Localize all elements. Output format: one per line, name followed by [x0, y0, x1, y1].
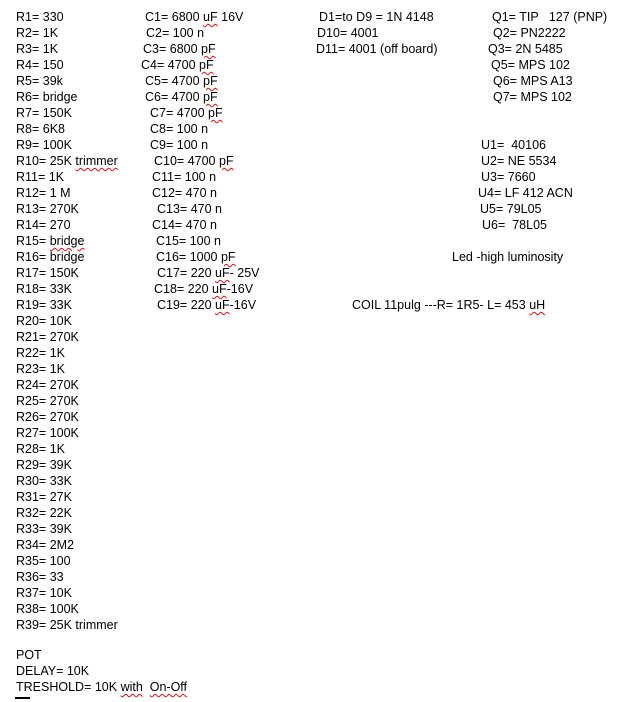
capacitor-c11: C11= 100 n [152, 170, 217, 184]
resistor-r37: R37= 10K [16, 586, 72, 600]
capacitor-c10: C10= 4700 pF [154, 154, 234, 168]
capacitor-c16: C16= 1000 pF [156, 250, 236, 264]
capacitor-c5: C5= 4700 pF [145, 74, 218, 88]
resistor-r17: R17= 150K [16, 266, 79, 280]
resistor-r27: R27= 100K [16, 426, 79, 440]
capacitor-c14: C14= 470 n [152, 218, 217, 232]
resistor-r5: R5= 39k [16, 74, 63, 88]
capacitor-c2: C2= 100 n [146, 26, 205, 40]
resistor-r20: R20= 10K [16, 314, 72, 328]
resistor-r15: R15= bridge [16, 234, 85, 248]
led-note: Led -high luminosity [452, 250, 564, 264]
transistor-3: Q3= 2N 5485 [488, 42, 563, 56]
transistor-6: Q7= MPS 102 [493, 90, 572, 104]
ic-u1: U1= 40106 [481, 138, 546, 152]
resistor-r25: R25= 270K [16, 394, 79, 408]
resistor-r26: R26= 270K [16, 410, 79, 424]
capacitor-c8: C8= 100 n [150, 122, 209, 136]
ic-u5: U5= 79L05 [480, 202, 542, 216]
resistor-r13: R13= 270K [16, 202, 79, 216]
diode-d3: D11= 4001 (off board) [316, 42, 438, 56]
resistor-r7: R7= 150K [16, 106, 72, 120]
resistor-r4: R4= 150 [16, 58, 64, 72]
capacitor-c17: C17= 220 uF- 25V [157, 266, 260, 280]
capacitor-c15: C15= 100 n [156, 234, 221, 248]
diode-d2: D10= 4001 [317, 26, 379, 40]
ic-u2: U2= NE 5534 [481, 154, 557, 168]
resistor-r8: R8= 6K8 [16, 122, 65, 136]
capacitor-c19: C19= 220 uF-16V [157, 298, 257, 312]
capacitor-c6: C6= 4700 pF [145, 90, 218, 104]
transistor-1: Q1= TIP 127 (PNP) [492, 10, 608, 24]
transistor-2: Q2= PN2222 [493, 26, 566, 40]
resistor-r32: R32= 22K [16, 506, 72, 520]
resistor-r3: R3= 1K [16, 42, 59, 56]
resistor-r22: R22= 1K [16, 346, 65, 360]
resistor-r35: R35= 100 [16, 554, 71, 568]
resistor-r38: R38= 100K [16, 602, 79, 616]
text-cursor [15, 697, 30, 699]
capacitor-c3: C3= 6800 pF [143, 42, 216, 56]
capacitor-c13: C13= 470 n [157, 202, 222, 216]
capacitor-c18: C18= 220 uF-16V [154, 282, 254, 296]
resistor-r16: R16= bridge [16, 250, 85, 264]
resistor-r18: R18= 33K [16, 282, 72, 296]
resistor-r10: R10= 25K trimmer [16, 154, 118, 168]
resistor-r30: R30= 33K [16, 474, 72, 488]
pot-delay: DELAY= 10K [16, 664, 90, 678]
transistor-5: Q6= MPS A13 [493, 74, 573, 88]
resistor-r29: R29= 39K [16, 458, 72, 472]
capacitor-c12: C12= 470 n [152, 186, 217, 200]
resistor-r19: R19= 33K [16, 298, 72, 312]
capacitor-c1: C1= 6800 uF 16V [145, 10, 244, 24]
ic-u3: U3= 7660 [481, 170, 536, 184]
resistor-r9: R9= 100K [16, 138, 72, 152]
resistor-r36: R36= 33 [16, 570, 64, 584]
resistor-r33: R33= 39K [16, 522, 72, 536]
resistor-r21: R21= 270K [16, 330, 79, 344]
resistor-r28: R28= 1K [16, 442, 65, 456]
resistor-r1: R1= 330 [16, 10, 64, 24]
resistor-r14: R14= 270 [16, 218, 71, 232]
transistor-4: Q5= MPS 102 [491, 58, 570, 72]
resistor-r34: R34= 2M2 [16, 538, 75, 552]
resistor-r23: R23= 1K [16, 362, 65, 376]
capacitor-c9: C9= 100 n [150, 138, 209, 152]
coil-spec: COIL 11pulg ---R= 1R5- L= 453 uH [352, 298, 546, 312]
capacitor-c7: C7= 4700 pF [150, 106, 223, 120]
resistor-r39: R39= 25K trimmer [16, 618, 118, 632]
resistor-r31: R31= 27K [16, 490, 72, 504]
diode-d1: D1=to D9 = 1N 4148 [319, 10, 434, 24]
ic-u6: U6= 78L05 [482, 218, 547, 232]
resistor-r6: R6= bridge [16, 90, 78, 104]
resistor-r11: R11= 1K [16, 170, 65, 184]
resistor-r12: R12= 1 M [16, 186, 71, 200]
resistor-r24: R24= 270K [16, 378, 79, 392]
pot-treshold: TRESHOLD= 10K with On-Off [16, 680, 188, 694]
capacitor-c4: C4= 4700 pF [141, 58, 214, 72]
resistor-r2: R2= 1K [16, 26, 59, 40]
ic-u4: U4= LF 412 ACN [478, 186, 573, 200]
pot-heading: POT [16, 648, 42, 662]
